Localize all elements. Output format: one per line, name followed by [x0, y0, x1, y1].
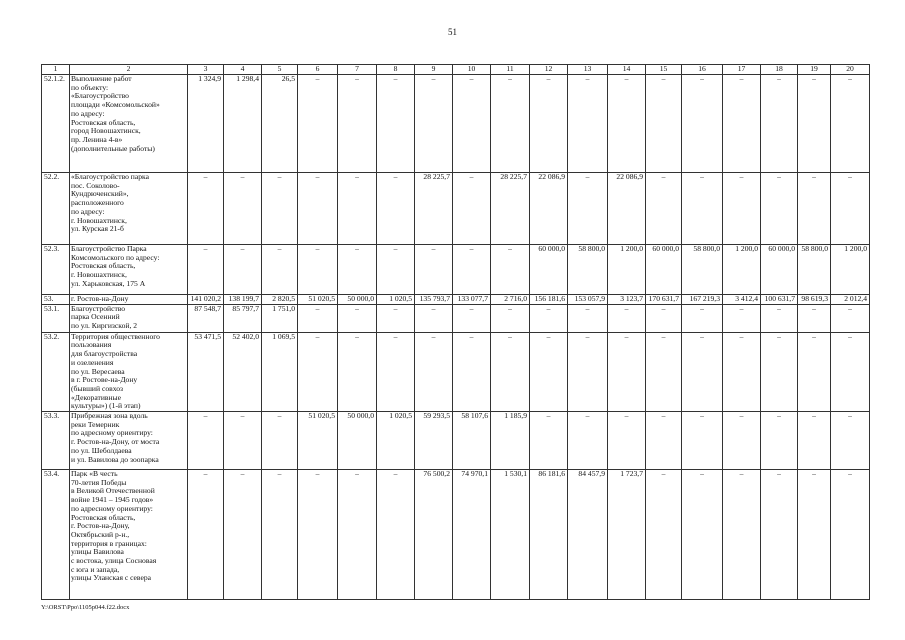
column-number: 20 — [831, 65, 870, 75]
value-cell: – — [224, 470, 262, 600]
value-cell: 59 293,5 — [415, 412, 453, 470]
description-line: Ростовская область, — [71, 261, 136, 271]
value-cell: – — [568, 332, 608, 411]
description-line: для благоустройства — [71, 349, 138, 359]
description-line: «Благоустройство — [71, 91, 129, 101]
description-line: Территория общественного — [71, 332, 160, 341]
row-description — [70, 470, 188, 600]
value-cell: 50 000,0 — [338, 412, 377, 470]
table-row — [42, 332, 870, 411]
value-cell: 1 751,0 — [262, 304, 298, 332]
value-cell: – — [682, 470, 723, 600]
value-cell: – — [723, 412, 761, 470]
value-cell: – — [761, 412, 798, 470]
value-cell: – — [798, 412, 831, 470]
value-cell: – — [338, 245, 377, 295]
value-cell: 1 324,9 — [188, 75, 224, 173]
description-line: (бывший совхоз — [71, 383, 124, 393]
row-description — [70, 304, 188, 332]
value-cell: – — [338, 173, 377, 245]
value-cell: 74 970,1 — [453, 470, 491, 600]
value-cell: 1 298,4 — [224, 75, 262, 173]
value-cell: – — [646, 470, 682, 600]
value-cell: – — [377, 332, 415, 411]
description-line: улицы Вавилова — [71, 547, 124, 557]
value-cell: 3 412,4 — [723, 295, 761, 305]
value-cell: – — [831, 412, 870, 470]
row-description — [70, 295, 188, 305]
value-cell: – — [723, 304, 761, 332]
value-cell: – — [646, 75, 682, 173]
value-cell: – — [415, 304, 453, 332]
value-cell: – — [798, 304, 831, 332]
value-cell: – — [568, 304, 608, 332]
value-cell: – — [262, 470, 298, 600]
value-cell: – — [723, 75, 761, 173]
value-cell: – — [298, 75, 338, 173]
description-line: пр. Ленина 4-в» — [71, 134, 123, 144]
table-row — [42, 295, 870, 305]
value-cell: 1 185,9 — [491, 412, 530, 470]
row-code: 53. — [42, 295, 70, 305]
description-line: по адресному ориентиру: — [71, 428, 153, 438]
value-cell: – — [798, 332, 831, 411]
description-line: ул. Харьковская, 175 А — [71, 278, 146, 288]
description-line: Ростовская область, — [71, 117, 136, 127]
value-cell: 100 631,7 — [761, 295, 798, 305]
row-code: 53.1. — [42, 304, 70, 332]
value-cell: – — [831, 173, 870, 245]
row-code: 53.2. — [42, 332, 70, 411]
value-cell: 60 000,0 — [646, 245, 682, 295]
column-number: 4 — [224, 65, 262, 75]
row-description — [70, 173, 188, 245]
description-line: войне 1941 – 1945 годов» — [71, 495, 154, 505]
description-line: по адресному ориентиру: — [71, 503, 153, 513]
value-cell: 86 181,6 — [530, 470, 568, 600]
value-cell: – — [530, 412, 568, 470]
value-cell: – — [646, 304, 682, 332]
value-cell: – — [568, 412, 608, 470]
value-cell: – — [377, 245, 415, 295]
description-line: Октябрьский р-н., — [71, 529, 130, 539]
value-cell: – — [453, 304, 491, 332]
description-line: парка Осенний — [71, 312, 120, 322]
value-cell: – — [298, 173, 338, 245]
value-cell: 51 020,5 — [298, 412, 338, 470]
value-cell: – — [377, 173, 415, 245]
table-row — [42, 412, 870, 470]
value-cell: 60 000,0 — [530, 245, 568, 295]
value-cell: – — [298, 470, 338, 600]
value-cell: – — [646, 412, 682, 470]
value-cell: – — [682, 304, 723, 332]
value-cell: – — [224, 245, 262, 295]
value-cell: 156 181,6 — [530, 295, 568, 305]
value-cell: – — [723, 470, 761, 600]
description-line: площади «Комсомольской» — [71, 100, 160, 110]
value-cell: – — [761, 304, 798, 332]
row-code: 53.3. — [42, 412, 70, 470]
value-cell: – — [682, 332, 723, 411]
value-cell: – — [761, 470, 798, 600]
value-cell: 170 631,7 — [646, 295, 682, 305]
description-line: Выполнение работ — [71, 74, 132, 83]
value-cell: – — [415, 75, 453, 173]
value-cell: – — [224, 412, 262, 470]
value-cell: – — [723, 332, 761, 411]
row-code: 53.4. — [42, 470, 70, 600]
table-row — [42, 470, 870, 600]
description-line: 70-летия Победы — [71, 477, 127, 487]
value-cell: – — [761, 75, 798, 173]
value-cell: – — [831, 75, 870, 173]
description-line: по адресу: — [71, 108, 105, 118]
table-row — [42, 173, 870, 245]
description-line: г. Ростов-на-Дону — [71, 294, 129, 303]
value-cell: – — [188, 245, 224, 295]
description-line: пользования — [71, 340, 112, 350]
value-cell: – — [298, 245, 338, 295]
column-number: 18 — [761, 65, 798, 75]
value-cell: 153 057,9 — [568, 295, 608, 305]
value-cell: – — [453, 245, 491, 295]
description-line: расположенного — [71, 198, 124, 208]
value-cell: – — [530, 75, 568, 173]
value-cell: 58 800,0 — [682, 245, 723, 295]
description-line: Благоустройство Парка — [71, 244, 147, 253]
description-line: Благоустройство — [71, 304, 126, 313]
value-cell: 1 020,5 — [377, 295, 415, 305]
value-cell: – — [453, 173, 491, 245]
description-line: пос. Соколово- — [71, 180, 120, 190]
column-number: 16 — [682, 65, 723, 75]
page-number: 51 — [448, 27, 457, 37]
value-cell: 3 123,7 — [608, 295, 646, 305]
value-cell: – — [608, 304, 646, 332]
value-cell: – — [224, 173, 262, 245]
description-line: по ул. Вересаева — [71, 366, 125, 376]
description-line: Парк «В честь — [71, 469, 118, 479]
value-cell: – — [646, 173, 682, 245]
row-code: 52.1.2. — [42, 75, 70, 173]
value-cell: – — [530, 304, 568, 332]
value-cell: – — [491, 245, 530, 295]
value-cell: 87 548,7 — [188, 304, 224, 332]
value-cell: 58 800,0 — [568, 245, 608, 295]
value-cell: – — [491, 304, 530, 332]
column-number: 1 — [42, 65, 70, 75]
description-line: и озеленения — [71, 357, 114, 367]
value-cell: – — [338, 75, 377, 173]
value-cell: 60 000,0 — [761, 245, 798, 295]
description-line: по объекту: — [71, 82, 109, 92]
value-cell: 50 000,0 — [338, 295, 377, 305]
value-cell: – — [377, 470, 415, 600]
value-cell: – — [298, 332, 338, 411]
column-number: 10 — [453, 65, 491, 75]
value-cell: – — [798, 470, 831, 600]
column-number: 7 — [338, 65, 377, 75]
column-number: 9 — [415, 65, 453, 75]
file-path-footer: Y:\ORST\Ppo\1105p044.f22.docx — [41, 604, 130, 611]
value-cell: – — [798, 75, 831, 173]
value-cell: – — [491, 75, 530, 173]
value-cell: – — [608, 332, 646, 411]
description-line: в г. Ростове-на-Дону — [71, 375, 138, 385]
row-description — [70, 75, 188, 173]
budget-table — [41, 64, 870, 600]
row-code: 52.2. — [42, 173, 70, 245]
value-cell: – — [491, 332, 530, 411]
column-number: 6 — [298, 65, 338, 75]
value-cell: 2 716,0 — [491, 295, 530, 305]
description-line: г. Ростов-на-Дону, — [71, 521, 130, 531]
description-line: и ул. Вавилова до зоопарка — [71, 454, 159, 464]
column-number: 14 — [608, 65, 646, 75]
description-line: территория в границах: — [71, 538, 147, 548]
value-cell: – — [338, 304, 377, 332]
column-number: 11 — [491, 65, 530, 75]
value-cell: 53 471,5 — [188, 332, 224, 411]
column-number: 8 — [377, 65, 415, 75]
description-line: ул. Курская 21-б — [71, 224, 124, 234]
value-cell: – — [761, 173, 798, 245]
row-description — [70, 332, 188, 411]
description-line: по адресу: — [71, 206, 105, 216]
column-number: 19 — [798, 65, 831, 75]
column-number: 12 — [530, 65, 568, 75]
value-cell: 84 457,9 — [568, 470, 608, 600]
value-cell: 2 012,4 — [831, 295, 870, 305]
value-cell: – — [377, 304, 415, 332]
value-cell: – — [761, 332, 798, 411]
value-cell: – — [646, 332, 682, 411]
value-cell: 98 619,3 — [798, 295, 831, 305]
value-cell: 141 020,2 — [188, 295, 224, 305]
value-cell: – — [188, 173, 224, 245]
value-cell: – — [608, 412, 646, 470]
column-number-row — [42, 65, 870, 75]
value-cell: – — [798, 173, 831, 245]
value-cell: – — [188, 470, 224, 600]
description-line: с востока, улица Сосновая — [71, 556, 157, 566]
value-cell: 1 723,7 — [608, 470, 646, 600]
description-line: культуры») (1-й этап) — [71, 401, 141, 411]
value-cell: 133 077,7 — [453, 295, 491, 305]
value-cell: – — [831, 332, 870, 411]
value-cell: – — [453, 332, 491, 411]
value-cell: 1 200,0 — [831, 245, 870, 295]
description-line: г. Новошахтинск, — [71, 270, 127, 280]
value-cell: 51 020,5 — [298, 295, 338, 305]
column-number: 2 — [70, 65, 188, 75]
value-cell: 167 219,3 — [682, 295, 723, 305]
value-cell: 22 086,9 — [530, 173, 568, 245]
value-cell: – — [682, 173, 723, 245]
value-cell: 1 069,5 — [262, 332, 298, 411]
description-line: город Новошахтинск, — [71, 126, 141, 136]
value-cell: 52 402,0 — [224, 332, 262, 411]
column-number: 13 — [568, 65, 608, 75]
description-line: реки Темерник — [71, 419, 120, 429]
column-number: 5 — [262, 65, 298, 75]
value-cell: – — [568, 75, 608, 173]
table-row — [42, 304, 870, 332]
description-line: г. Ростов-на-Дону, от моста — [71, 437, 160, 447]
value-cell: 1 200,0 — [723, 245, 761, 295]
value-cell: – — [723, 173, 761, 245]
value-cell: – — [415, 245, 453, 295]
value-cell: – — [298, 304, 338, 332]
description-line: по ул. Киргизской, 2 — [71, 321, 138, 331]
value-cell: – — [682, 75, 723, 173]
value-cell: – — [682, 412, 723, 470]
value-cell: 58 800,0 — [798, 245, 831, 295]
value-cell: 26,5 — [262, 75, 298, 173]
description-line: по ул. Шеболдаева — [71, 445, 132, 455]
value-cell: 28 225,7 — [415, 173, 453, 245]
value-cell: – — [377, 75, 415, 173]
value-cell: 76 500,2 — [415, 470, 453, 600]
description-line: (дополнительные работы) — [71, 143, 155, 153]
value-cell: – — [338, 470, 377, 600]
value-cell: – — [831, 304, 870, 332]
value-cell: – — [262, 412, 298, 470]
table-row — [42, 245, 870, 295]
description-line: Комсомольского по адресу: — [71, 252, 160, 262]
value-cell: – — [568, 173, 608, 245]
value-cell: 138 199,7 — [224, 295, 262, 305]
column-number: 3 — [188, 65, 224, 75]
description-line: «Благоустройство парка — [71, 172, 149, 181]
description-line: улицы Уланская с севера — [71, 573, 152, 583]
column-number: 17 — [723, 65, 761, 75]
description-line: в Великой Отечественной — [71, 486, 155, 496]
description-line: с юга и запада, — [71, 564, 120, 574]
row-description — [70, 412, 188, 470]
value-cell: 22 086,9 — [608, 173, 646, 245]
value-cell: – — [608, 75, 646, 173]
value-cell: 1 020,5 — [377, 412, 415, 470]
value-cell: 2 820,5 — [262, 295, 298, 305]
value-cell: 28 225,7 — [491, 173, 530, 245]
value-cell: – — [415, 332, 453, 411]
row-code: 52.3. — [42, 245, 70, 295]
value-cell: 1 200,0 — [608, 245, 646, 295]
value-cell: 85 797,7 — [224, 304, 262, 332]
value-cell: – — [338, 332, 377, 411]
description-line: «Декоративные — [71, 392, 122, 402]
value-cell: – — [831, 470, 870, 600]
description-line: Кундрюченский», — [71, 189, 129, 199]
description-line: г. Новошахтинск, — [71, 215, 127, 225]
value-cell: – — [530, 332, 568, 411]
value-cell: 1 530,1 — [491, 470, 530, 600]
column-number: 15 — [646, 65, 682, 75]
value-cell: – — [188, 412, 224, 470]
row-description — [70, 245, 188, 295]
value-cell: – — [262, 173, 298, 245]
description-line: Прибрежная зона вдоль — [71, 411, 148, 421]
table-row — [42, 75, 870, 173]
value-cell: 135 793,7 — [415, 295, 453, 305]
description-line: Ростовская область, — [71, 512, 136, 522]
value-cell: 58 107,6 — [453, 412, 491, 470]
value-cell: – — [262, 245, 298, 295]
value-cell: – — [453, 75, 491, 173]
